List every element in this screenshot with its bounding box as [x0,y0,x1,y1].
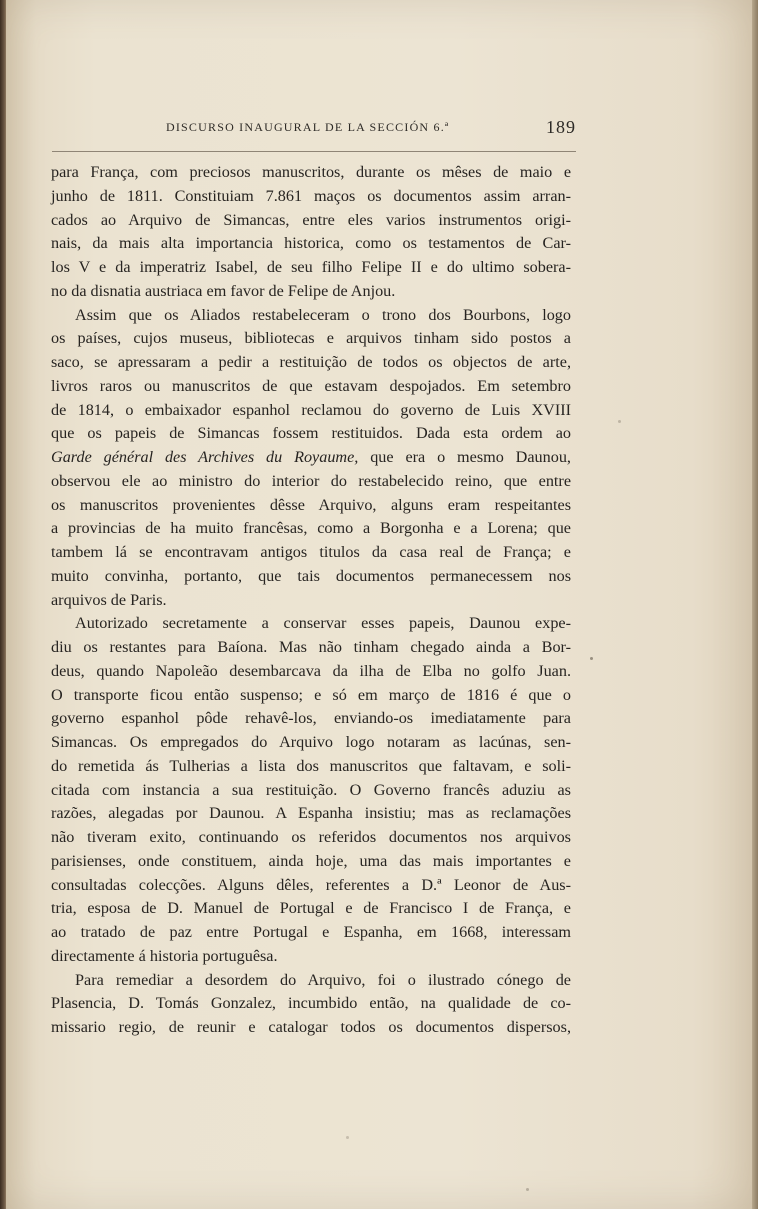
text-line: os manuscritos provenientes dêsse Arquivo, alguns eram respeitantes [51,495,571,514]
text-line: do remetida ás Tulherias a lista dos manuscritos que faltavam, e soli- [51,756,571,775]
page-header [52,117,576,152]
text-fragment: que era o mesmo Daunou, [358,448,571,466]
text-line: tambem lá se encontravam antigos titulos da casa real de França; e [51,543,571,561]
text-line: ao tratado de paz entre Portugal e Espanha, em 1668, interessam [51,923,571,941]
text-line: arquivos de Paris. [51,590,167,609]
paragraph [51,969,571,1040]
text-line: governo espanhol pôde rehavê-los, enviando-os imediatamente para [51,709,571,728]
text-line: Assim que os Aliados restabeleceram o trono dos Bourbons, logo [75,305,571,324]
text-line: saco, se apressaram a pedir a restituição de todos os objectos de arte, [51,353,571,371]
running-head: DISCURSO INAUGURAL DE LA SECCIÓN 6.ª [166,120,450,134]
text-line: deus, quando Napoleão desembarcava da ilha de Elba no golfo Juan. [51,661,571,680]
paper-speck [346,1136,349,1139]
text-line: parisienses, onde constituem, ainda hoje, uma das mais importantes e [51,851,571,870]
page-edge [752,0,758,1209]
paper-speck [526,1188,529,1191]
paper-speck [590,657,593,660]
text-line: muito convinha, portanto, que tais documentos permanecessem nos [51,566,571,585]
paper-speck [618,420,621,423]
text-line: não tiveram exito, continuando os referidos documentos nos arquivos [51,828,571,846]
text-line: diu os restantes para Baíona. Mas não tinham chegado ainda a Bor- [51,638,571,656]
text-line: directamente á historia portuguêsa. [51,946,278,965]
text-line: consultadas colecções. Alguns dêles, referentes a D.ª Leonor de Aus- [51,875,571,894]
text-line: tria, esposa de D. Manuel de Portugal e de Francisco I de França, e [51,899,571,918]
page-number: 189 [546,117,576,137]
paragraph [51,304,571,613]
text-line: cados ao Arquivo de Simancas, entre eles varios instrumentos origi- [51,210,571,229]
text-line: livros raros ou manuscritos de que estavam despojados. Em setembro [51,376,571,395]
text-line: junho de 1811. Constituiam 7.861 maços os documentos assim arran- [51,186,571,205]
text-line-with-italic [51,446,571,470]
text-line: nais, da mais alta importancia historica, como os testamentos de Car- [51,234,571,253]
text-line: Plasencia, D. Tomás Gonzalez, incumbido então, na qualidade de co- [51,994,571,1013]
text-line: a provincias de ha muito francêsas, como a Borgonha e a Lorena; que [51,519,571,538]
paragraph [51,161,571,304]
text-line: Autorizado secretamente a conservar esses papeis, Daunou expe- [75,614,571,633]
text-line: Simancas. Os empregados do Arquivo logo notaram as lacúnas, sen- [51,733,571,751]
text-line: los V e da imperatriz Isabel, de seu filho Felipe II e do ultimo sobera- [51,258,571,276]
italic-title: Garde général des Archives du Royaume, [51,448,359,466]
text-line: no da disnatia austriaca em favor de Felipe de Anjou. [51,281,396,300]
text-line: missario regio, de reunir e catalogar todos os documentos dispersos, [51,1018,571,1036]
body-text [51,161,571,1040]
text-line: para França, com preciosos manuscritos, durante os mêses de maio e [51,163,571,181]
text-line: razões, alegadas por Daunou. A Espanha insistiu; mas as reclamações [51,804,571,823]
text-line: que os papeis de Simancas fossem restituidos. Dada esta ordem ao [51,424,571,443]
text-line: O transporte ficou então suspenso; e só em março de 1816 é que o [51,685,571,704]
text-line: de 1814, o embaixador espanhol reclamou do governo de Luis XVIII [51,400,571,419]
text-line: citada com instancia a sua restituição. O Governo francês aduziu as [51,780,571,799]
text-line: Para remediar a desordem do Arquivo, foi o ilustrado cónego de [75,970,571,989]
text-line: os países, cujos museus, bibliotecas e arquivos tinham sido postos a [51,329,571,348]
book-page [6,0,752,1209]
text-line: observou ele ao ministro do interior do restabelecido reino, que entre [51,471,571,490]
paragraph [51,612,571,968]
